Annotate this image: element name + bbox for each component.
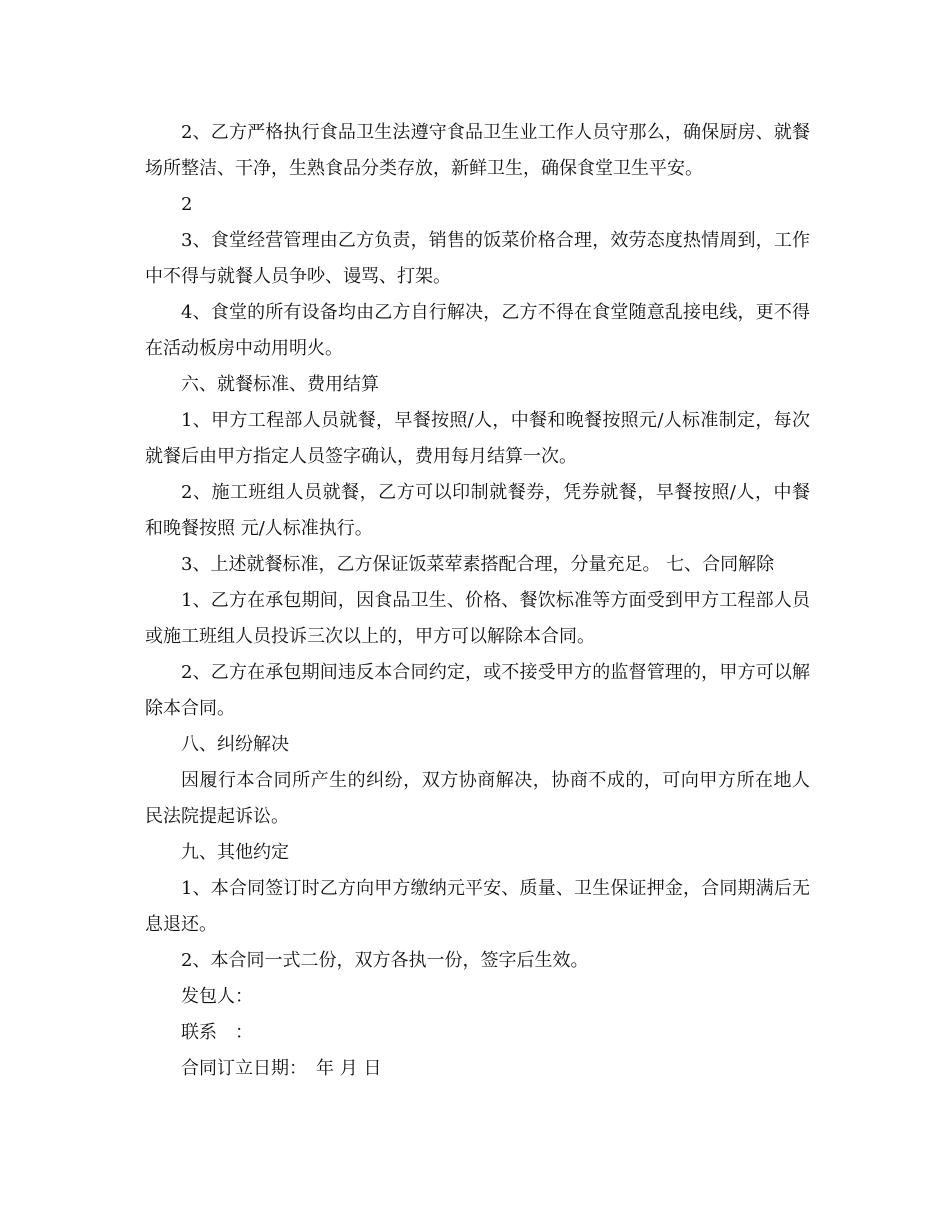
clause-7-2-termination: 2、乙方在承包期间违反本合同约定，或不接受甲方的监督管理的，甲方可以解除本合同。 xyxy=(145,662,810,719)
section-9-heading: 九、其他约定 xyxy=(181,842,289,863)
clause-6-2-crew-meals: 2、施工班组人员就餐，乙方可以印制就餐券，凭券就餐，早餐按照/人，中餐和晚餐按照 元/人标准执行。 xyxy=(145,482,810,539)
contract-date-line: 合同订立日期： 年 月 日 xyxy=(181,1058,382,1079)
clause-7-1-termination: 1、乙方在承包期间，因食品卫生、价格、餐饮标准等方面受到甲方工程部人员或施工班组人员投诉三次以上的，甲方可以解除本合同。 xyxy=(145,590,810,647)
clause-9-2-copies: 2、本合同一式二份，双方各执一份，签字后生效。 xyxy=(181,950,589,971)
contact-line: 联系 ： xyxy=(181,1022,253,1043)
clause-2-hygiene: 2、乙方严格执行食品卫生法遵守食品卫生业工作人员守那么，确保厨房、就餐场所整洁、干净，生熟食品分类存放，新鲜卫生，确保食堂卫生平安。 xyxy=(145,122,810,179)
clause-8-disputes: 因履行本合同所产生的纠纷，双方协商解决，协商不成的，可向甲方所在地人民法院提起诉讼。 xyxy=(145,770,810,827)
stray-number: 2 xyxy=(181,194,193,215)
clause-4-equipment: 4、食堂的所有设备均由乙方自行解决，乙方不得在食堂随意乱接电线，更不得在活动板房中动用明火。 xyxy=(145,302,810,359)
contractor-signature-line: 发包人： xyxy=(181,986,253,1007)
clause-6-1-staff-meals: 1、甲方工程部人员就餐，早餐按照/人，中餐和晚餐按照元/人标准制定，每次就餐后由甲方指定人员签字确认，费用每月结算一次。 xyxy=(145,410,810,467)
contract-body xyxy=(145,115,810,1087)
clause-3-management: 3、食堂经营管理由乙方负责，销售的饭菜价格合理，效劳态度热情周到，工作中不得与就餐人员争吵、谩骂、打架。 xyxy=(145,230,810,287)
clause-9-1-deposit: 1、本合同签订时乙方向甲方缴纳元平安、质量、卫生保证押金，合同期满后无息退还。 xyxy=(145,878,810,935)
section-8-heading: 八、纠纷解决 xyxy=(181,734,289,755)
clause-6-3-meal-standard: 3、上述就餐标准，乙方保证饭菜荤素搭配合理，分量充足。 七、合同解除 xyxy=(181,554,775,575)
section-6-heading: 六、就餐标准、费用结算 xyxy=(181,374,379,395)
